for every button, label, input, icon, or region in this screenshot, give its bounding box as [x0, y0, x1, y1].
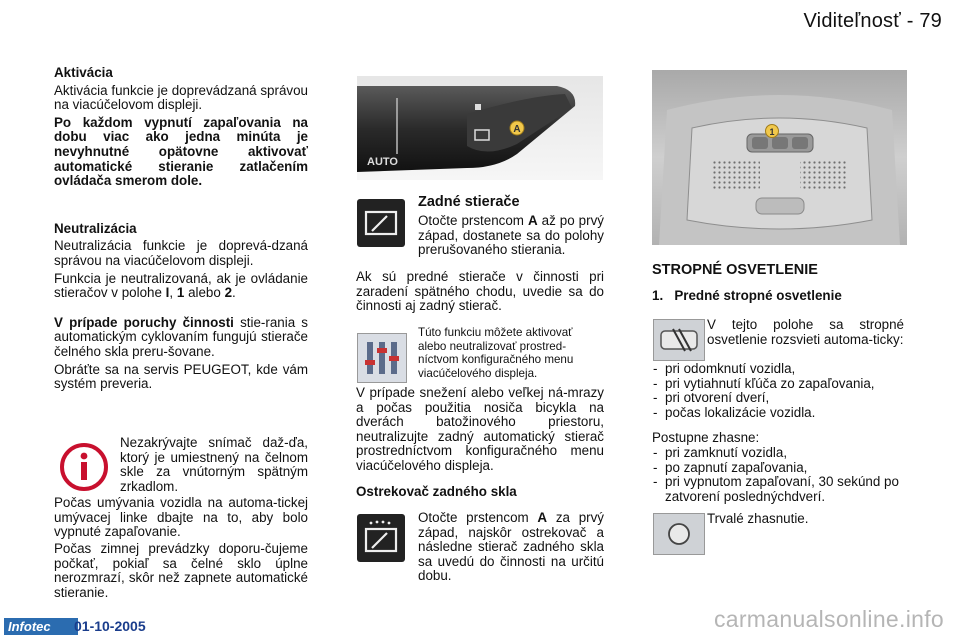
config-menu-icon	[357, 333, 407, 383]
wiper-stalk-photo	[357, 76, 603, 180]
postupne-zhasne-text: Postupne zhasne:	[652, 430, 760, 445]
list-item: - po zapnutí zapaľovania,	[652, 461, 907, 476]
zimnej-text: Počas zimnej prevádzky doporu-čujeme počkať, pokiaľ sa čelné sklo úplne nerozmrazí, skôr než zapnete automatické stieranie.	[54, 541, 308, 600]
header-separator: -	[906, 10, 920, 32]
photo-callout-1: 1	[769, 127, 775, 137]
list-item: - pri odomknutí vozidla,	[652, 362, 907, 377]
footer-date: 01-10-2005	[74, 618, 146, 634]
list-item: - pri vytiahnutí kľúča zo zapaľovania,	[652, 377, 907, 392]
page-number: 79	[919, 10, 942, 32]
snezenia-text: V prípade snežení alebo veľkej ná-mrazy a počas použitia nosiča bicykla na dverách batožinového priestoru, neutralizujte zadný automatický stierač prostredníctvom konfiguračného menu viacúčelového displeja.	[356, 385, 604, 473]
umyvania-text: Počas umývania vozidla na automa-tickej umývacej linke dbajte na to, aby bolo vypnuté zapaľovanie.	[54, 495, 308, 540]
neutralizacia-position-text: Funkcia je neutralizovaná, ak je ovládanie stieračov v polohe I, 1 alebo 2.	[54, 270, 308, 301]
ostrekovac-heading: Ostrekovač zadného skla	[356, 484, 517, 499]
rozsvieti-list	[652, 362, 907, 420]
zadne-stierace-heading: Zadné stierače	[418, 194, 520, 210]
rear-washer-icon	[357, 514, 405, 562]
door-light-icon	[653, 319, 705, 361]
predne-stierace-text: Ak sú predné stierače v činnosti pri zaradení spätného chodu, uvedie sa do činnosti aj zadný stierač.	[356, 269, 604, 314]
page-title: Viditeľnosť	[803, 10, 901, 32]
zhasne-list	[652, 446, 907, 504]
watermark: carmanualsonline.info	[713, 606, 944, 632]
aktivacia-heading: Aktivácia	[54, 65, 113, 80]
stropne-heading: STROPNÉ OSVETLENIE	[652, 262, 818, 278]
aktivacia-text: Aktivácia funkcie je doprevádzaná správou na viacúčelovom displeji.	[54, 82, 308, 113]
aktivacia-note: Po každom vypnutí zapaľovania na dobu viac ako jedna minúta je nevyhnutné opätovne aktivovať automatické stieranie zatlačením ovládača smerom dole.	[54, 114, 308, 189]
info-warning-icon	[58, 441, 110, 493]
ostrekovac-text: Otočte prstencom A za prvý západ, najskôr ostrekovač a následne stierač zadného skla sa uvedú do činnosti na určitú dobu.	[418, 510, 604, 584]
config-note-text: Túto funkciu môžete aktivovať alebo neutralizovať prostred-níctvom konfiguračného menu viacúčelového displeja.	[418, 326, 574, 380]
warning-text: Nezakrývajte snímač daž-ďa, ktorý je umiestnený na čelnom skle za vnútorným spätným zrkadlom.	[120, 435, 308, 494]
rear-wiper-icon	[357, 199, 405, 247]
list-item: - pri vypnutom zapaľovaní, 30 sekúnd po zatvorení poslednýchdverí.	[652, 475, 907, 504]
infotec-logo: Infotec	[4, 618, 78, 635]
neutralizacia-text: Neutralizácia funkcie je doprevá-dzaná správou na viacúčelovom displeji.	[54, 238, 308, 268]
ring-label-a: A	[513, 124, 521, 135]
poruchy-text: V prípade poruchy činnosti stie-rania s automatickým cyklovaním fungujú stierače čelného skla preru-šovane.	[54, 314, 308, 359]
servis-text: Obráťte sa na servis PEUGEOT, kde vám systém preveria.	[54, 361, 308, 392]
neutralizacia-heading: Neutralizácia	[54, 220, 137, 236]
zadne-stierace-text: Otočte prstencom A až po prvý západ, dostanete sa do polohy prerušovaného stierania.	[418, 213, 604, 258]
predne-stropne-subheading: 1. Predné stropné osvetlenie	[652, 288, 842, 303]
auto-label: AUTO	[367, 156, 398, 168]
list-item: - počas lokalizácie vozidla.	[652, 406, 907, 421]
light-off-icon	[653, 513, 705, 555]
page-header	[804, 10, 943, 33]
list-item: - pri otvorení dverí,	[652, 391, 907, 406]
tejto-polohe-text: V tejto polohe sa stropné osvetlenie rozsvieti automa-ticky:	[707, 317, 904, 347]
list-item: - pri zamknutí vozidla,	[652, 446, 907, 461]
column-1	[54, 66, 308, 392]
trvale-zhasnutie-text: Trvalé zhasnutie.	[707, 511, 809, 526]
ceiling-light-photo	[652, 70, 907, 245]
